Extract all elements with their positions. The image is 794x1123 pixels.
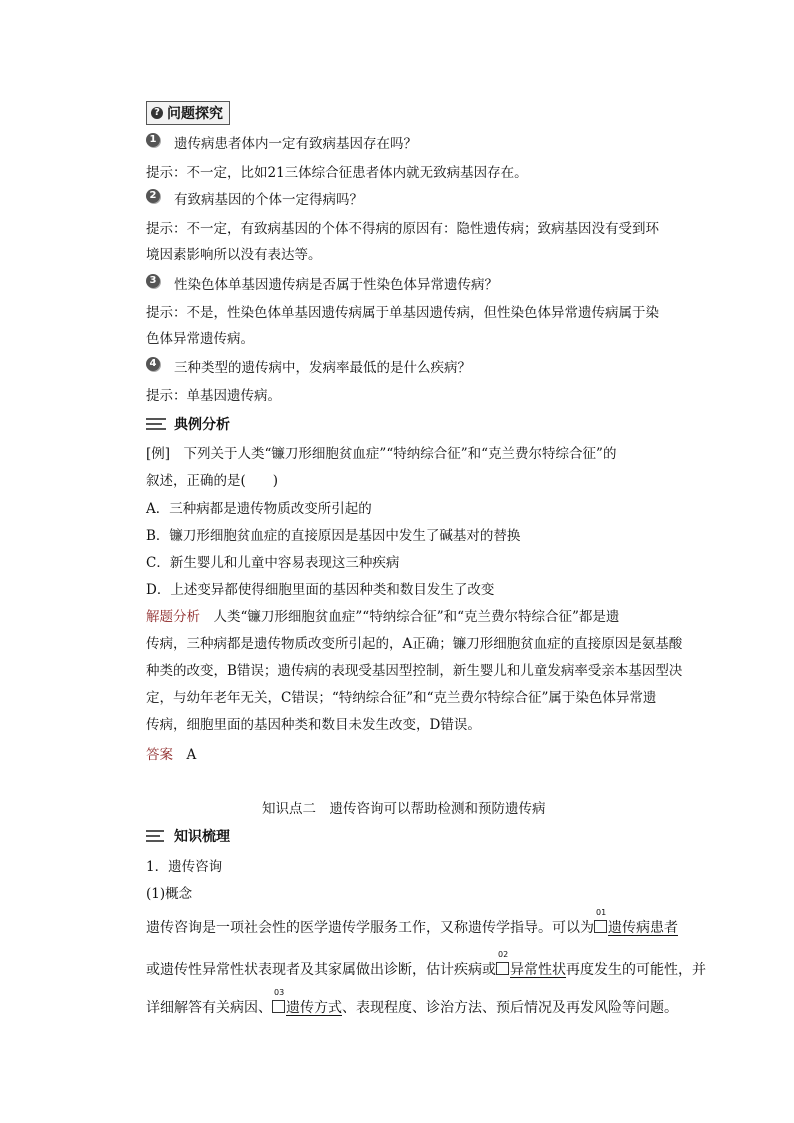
- question-number-icon: 4: [146, 357, 160, 371]
- question-number-icon: 1: [146, 133, 160, 147]
- option-b: B．镰刀形细胞贫血症的直接原因是基因中发生了碱基对的替换: [146, 528, 521, 544]
- question-number-icon: 3: [146, 274, 160, 288]
- question-text: 遗传病患者体内一定有致病基因存在吗？: [174, 136, 417, 152]
- option-a: A．三种病都是遗传物质改变所引起的: [146, 501, 372, 517]
- blank-box-icon: 01: [594, 920, 607, 933]
- analysis-text: 定，与幼年老年无关，C错误；“特纳综合征”和“克兰费尔特综合征”属于染色体异常遗: [146, 690, 657, 706]
- section-header-questions: [146, 101, 230, 125]
- question-mark-icon: ?: [151, 107, 163, 119]
- fill-answer: 遗传病患者: [608, 920, 678, 936]
- example-stem: 叙述，正确的是( ): [146, 473, 279, 489]
- fill-answer: 异常性状: [510, 962, 566, 978]
- analysis-first-line: [146, 608, 619, 626]
- section-header-label: 知识梳理: [174, 829, 230, 845]
- concept-line-1: 遗传咨询是一项社会性的医学遗传学服务工作，又称遗传学指导。可以为 01 遗传病患者: [146, 908, 678, 936]
- blank-box-icon: 03: [272, 1000, 285, 1013]
- notes-icon: [146, 829, 168, 843]
- section-header-label: 问题探究: [167, 106, 223, 122]
- analysis-text: 种类的改变，B错误；遗传病的表现受基因型控制，新生婴儿和儿童发病率受亲本基因型决: [146, 663, 683, 679]
- answer-label: 答案: [146, 747, 173, 763]
- analysis-text: 人类“镰刀形细胞贫血症”“特纳综合征”和“克兰费尔特综合征”都是遗: [200, 609, 620, 625]
- answer-line: [146, 746, 196, 764]
- knowledge-point-title: 知识点二 遗传咨询可以帮助检测和预防遗传病: [262, 801, 546, 817]
- hint-text: 提示：不一定，比如21三体综合征患者体内就无致病基因存在。: [146, 165, 528, 181]
- hint-text: 提示：不一定，有致病基因的个体不得病的原因有：隐性遗传病；致病基因没有受到环: [146, 221, 659, 237]
- example-stem: [例] 下列关于人类“镰刀形细胞贫血症”“特纳综合征”和“克兰费尔特综合征”的: [146, 446, 617, 462]
- analysis-label: 解题分析: [146, 609, 200, 625]
- book-lines-icon: [146, 417, 168, 431]
- question-text: 三种类型的遗传病中，发病率最低的是什么疾病？: [174, 360, 471, 376]
- hint-text: 境因素影响所以没有表达等。: [146, 247, 322, 263]
- concept-line-2: 或遗传性异常性状表现者及其家属做出诊断，估计疾病或 02 异常性状再度发生的可能性，并: [146, 950, 706, 978]
- answer-value: A: [173, 747, 197, 763]
- section-header-knowledge: [146, 826, 230, 846]
- question-text: 有致病基因的个体一定得病吗？: [174, 192, 363, 208]
- option-c: C．新生婴儿和儿童中容易表现这三种疾病: [146, 555, 400, 571]
- question-number-icon: 2: [146, 189, 160, 203]
- analysis-text: 传病，三种病都是遗传物质改变所引起的，A正确；镰刀形细胞贫血症的直接原因是氨基酸: [146, 636, 683, 652]
- section-header-label: 典例分析: [174, 417, 230, 433]
- fill-answer: 遗传方式: [286, 1000, 342, 1016]
- hint-text: 提示：单基因遗传病。: [146, 388, 281, 404]
- option-d: D．上述变异都使得细胞里面的基因种类和数目发生了改变: [146, 582, 495, 598]
- hint-text: 提示：不是，性染色体单基因遗传病属于单基因遗传病，但性染色体异常遗传病属于染: [146, 305, 659, 321]
- list-item: 1．遗传咨询: [146, 859, 223, 875]
- question-text: 性染色体单基因遗传病是否属于性染色体异常遗传病？: [174, 277, 498, 293]
- section-header-examples: [146, 414, 230, 434]
- sub-item: (1)概念: [146, 886, 193, 902]
- hint-text: 色体异常遗传病。: [146, 331, 254, 347]
- blank-box-icon: 02: [496, 962, 509, 975]
- concept-line-3: 详细解答有关病因、 03 遗传方式、表现程度、诊治方法、预后情况及再发风险等问题。: [146, 988, 678, 1016]
- analysis-text: 传病，细胞里面的基因种类和数目未发生改变，D错误。: [146, 717, 481, 733]
